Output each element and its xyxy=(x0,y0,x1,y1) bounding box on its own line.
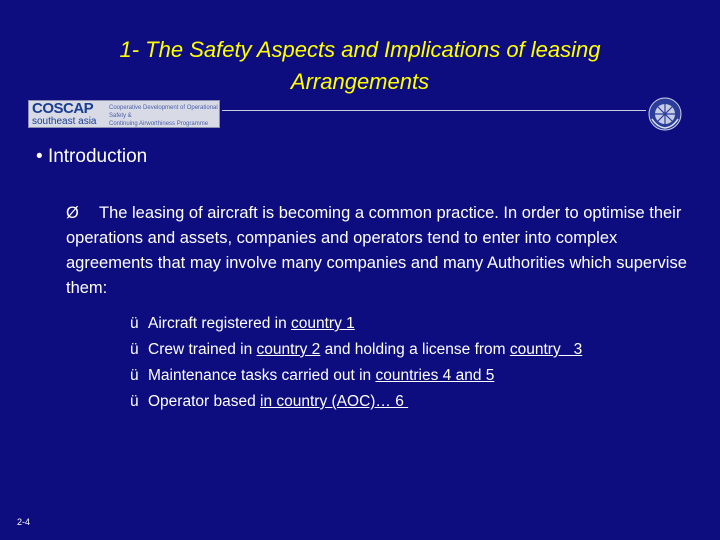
item-text-mid: and holding a license from xyxy=(320,341,510,358)
intro-heading xyxy=(36,146,147,168)
leasing-paragraph xyxy=(66,201,696,301)
icao-emblem-icon xyxy=(648,97,682,131)
list-item xyxy=(130,389,700,415)
intro-bullet: • xyxy=(36,146,43,167)
paragraph-text: The leasing of aircraft is becoming a common practice. In order to optimise their operations and assets, companies and operators tend to enter into complex agreements that may involve many companies and many Authorities which supervise them: xyxy=(66,204,687,297)
header-rule xyxy=(222,110,646,111)
item-text: Crew trained in xyxy=(148,341,257,358)
logo-bar xyxy=(28,100,692,130)
logo-sub-text: southeast asia xyxy=(32,116,97,127)
check-icon: ü xyxy=(130,315,139,332)
slide-title-line-2: Arrangements xyxy=(290,69,430,94)
item-underlined: country 1 xyxy=(291,315,355,332)
check-list xyxy=(130,311,700,415)
item-underlined-2: country 3 xyxy=(509,341,583,358)
check-icon: ü xyxy=(130,341,139,358)
coscap-logo xyxy=(28,100,220,128)
list-item xyxy=(130,311,700,337)
slide-title xyxy=(40,34,680,98)
item-text: Operator based xyxy=(148,393,261,410)
check-icon: ü xyxy=(130,393,139,410)
logo-main-text: COSCAP xyxy=(32,100,94,117)
logo-desc-line-1: Cooperative Development of Operational Safety & xyxy=(109,105,218,119)
logo-description xyxy=(109,104,219,128)
slide-title-line-1: 1- The Safety Aspects and Implications of leasing xyxy=(119,37,601,62)
list-item xyxy=(130,337,700,363)
logo-desc-line-2: Continuing Airworthiness Programme xyxy=(109,121,209,127)
item-text: Maintenance tasks carried out in xyxy=(148,367,376,384)
page-number: 2-4 xyxy=(17,517,31,527)
item-underlined: country 2 xyxy=(256,341,321,358)
item-underlined: in country (AOC)… 6 xyxy=(260,393,409,410)
check-icon: ü xyxy=(130,367,139,384)
intro-label: Introduction xyxy=(47,146,148,167)
list-item xyxy=(130,363,700,389)
arrow-bullet-icon: Ø xyxy=(66,204,79,222)
item-text: Aircraft registered in xyxy=(148,315,291,332)
item-underlined: countries 4 and 5 xyxy=(375,367,495,384)
